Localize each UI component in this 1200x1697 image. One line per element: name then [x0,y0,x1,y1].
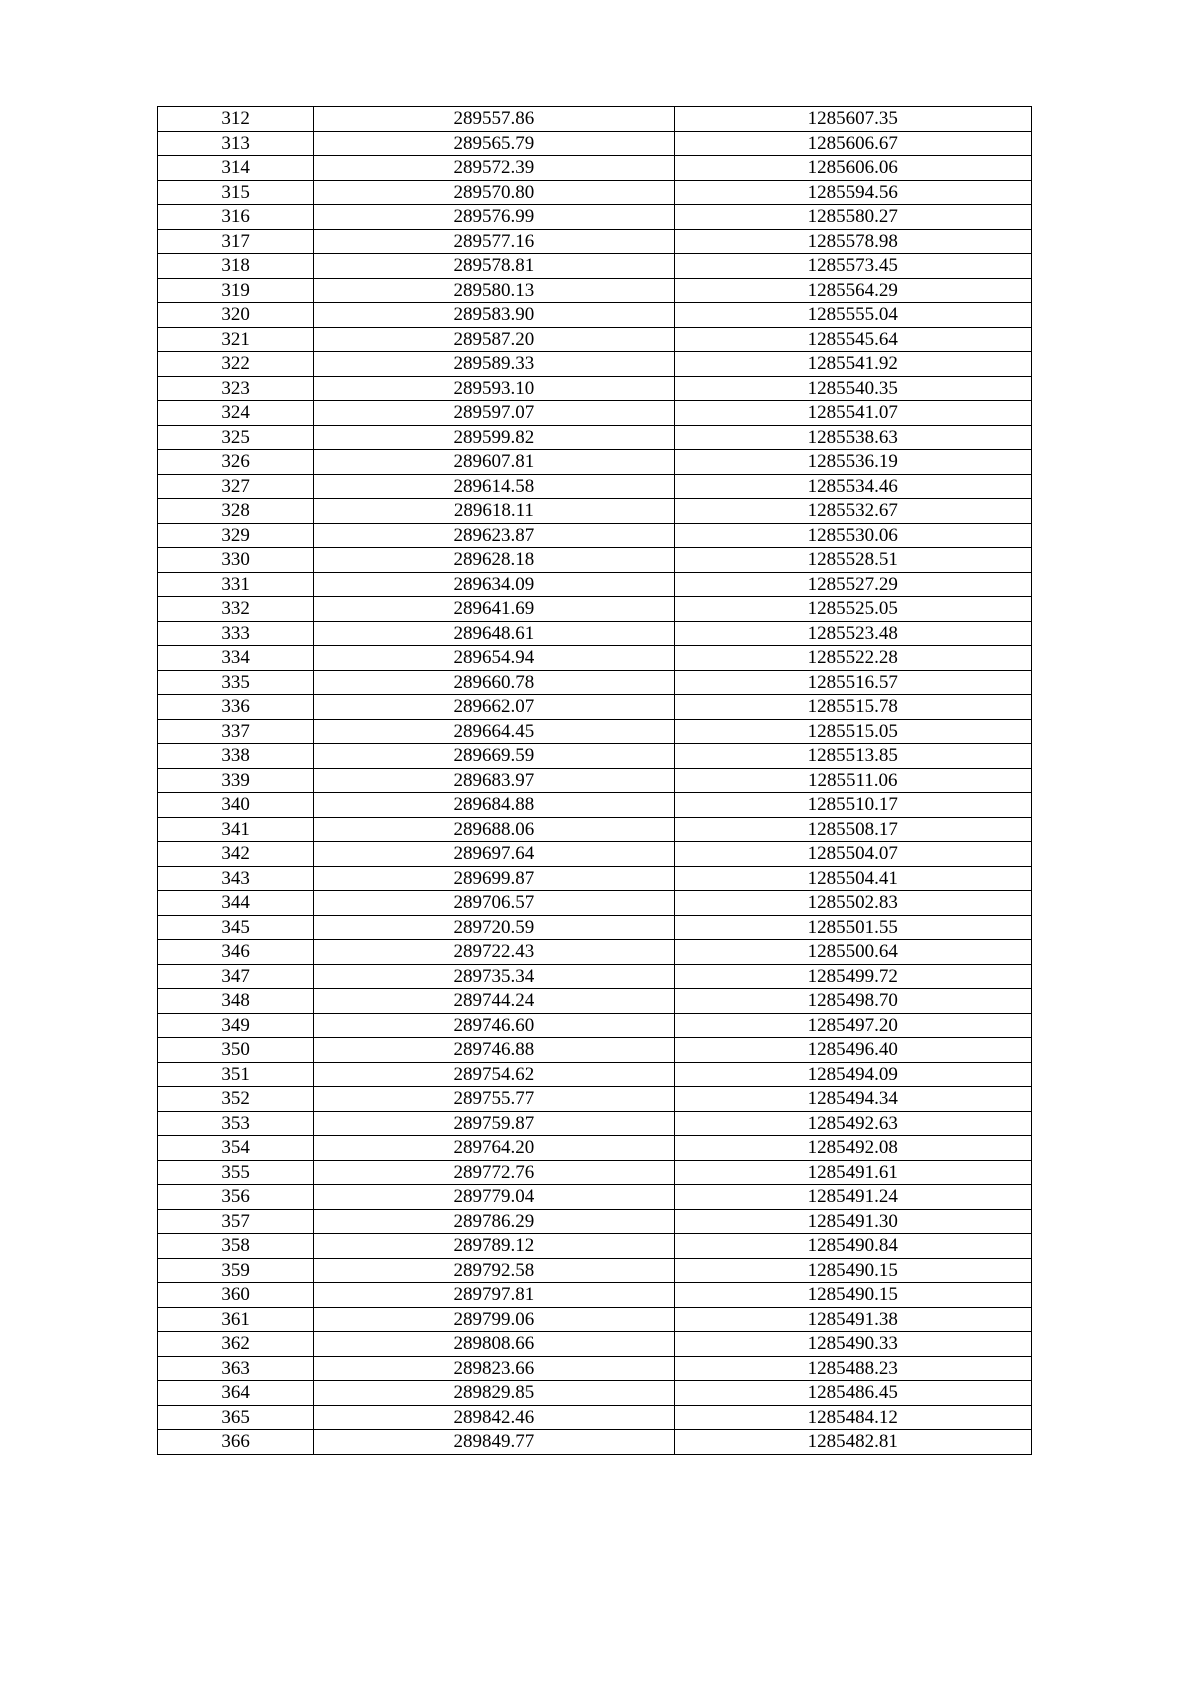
y-coordinate-cell: 1285534.46 [674,474,1031,499]
table-row [158,450,1032,475]
point-number-cell: 333 [158,621,314,646]
table-row [158,254,1032,279]
point-number-cell: 312 [158,107,314,132]
y-coordinate-cell: 1285523.48 [674,621,1031,646]
x-coordinate-cell: 289684.88 [314,793,674,818]
table-row [158,695,1032,720]
point-number-cell: 342 [158,842,314,867]
y-coordinate-cell: 1285573.45 [674,254,1031,279]
table-row [158,1160,1032,1185]
table-row [158,303,1032,328]
point-number-cell: 348 [158,989,314,1014]
point-number-cell: 340 [158,793,314,818]
table-row [158,1258,1032,1283]
y-coordinate-cell: 1285497.20 [674,1013,1031,1038]
table-row [158,1405,1032,1430]
y-coordinate-cell: 1285490.15 [674,1258,1031,1283]
x-coordinate-cell: 289688.06 [314,817,674,842]
x-coordinate-cell: 289641.69 [314,597,674,622]
table-row [158,474,1032,499]
y-coordinate-cell: 1285525.05 [674,597,1031,622]
y-coordinate-cell: 1285516.57 [674,670,1031,695]
x-coordinate-cell: 289786.29 [314,1209,674,1234]
x-coordinate-cell: 289849.77 [314,1430,674,1455]
point-number-cell: 343 [158,866,314,891]
point-number-cell: 332 [158,597,314,622]
x-coordinate-cell: 289587.20 [314,327,674,352]
table-row [158,523,1032,548]
y-coordinate-cell: 1285527.29 [674,572,1031,597]
y-coordinate-cell: 1285500.64 [674,940,1031,965]
x-coordinate-cell: 289577.16 [314,229,674,254]
x-coordinate-cell: 289599.82 [314,425,674,450]
table-row [158,842,1032,867]
x-coordinate-cell: 289607.81 [314,450,674,475]
point-number-cell: 335 [158,670,314,695]
y-coordinate-cell: 1285498.70 [674,989,1031,1014]
x-coordinate-cell: 289735.34 [314,964,674,989]
table-row [158,425,1032,450]
point-number-cell: 313 [158,131,314,156]
x-coordinate-cell: 289572.39 [314,156,674,181]
table-row [158,1234,1032,1259]
table-row [158,1356,1032,1381]
table-row [158,891,1032,916]
x-coordinate-cell: 289634.09 [314,572,674,597]
y-coordinate-cell: 1285510.17 [674,793,1031,818]
x-coordinate-cell: 289842.46 [314,1405,674,1430]
table-row [158,744,1032,769]
point-number-cell: 334 [158,646,314,671]
point-number-cell: 350 [158,1038,314,1063]
x-coordinate-cell: 289570.80 [314,180,674,205]
x-coordinate-cell: 289759.87 [314,1111,674,1136]
point-number-cell: 341 [158,817,314,842]
point-number-cell: 366 [158,1430,314,1455]
x-coordinate-cell: 289720.59 [314,915,674,940]
point-number-cell: 354 [158,1136,314,1161]
y-coordinate-cell: 1285515.78 [674,695,1031,720]
point-number-cell: 358 [158,1234,314,1259]
x-coordinate-cell: 289683.97 [314,768,674,793]
x-coordinate-cell: 289779.04 [314,1185,674,1210]
y-coordinate-cell: 1285532.67 [674,499,1031,524]
point-number-cell: 324 [158,401,314,426]
table-row [158,1013,1032,1038]
table-row [158,1111,1032,1136]
point-number-cell: 329 [158,523,314,548]
point-number-cell: 321 [158,327,314,352]
table-row [158,229,1032,254]
y-coordinate-cell: 1285501.55 [674,915,1031,940]
x-coordinate-cell: 289792.58 [314,1258,674,1283]
table-row [158,1209,1032,1234]
y-coordinate-cell: 1285484.12 [674,1405,1031,1430]
table-row [158,1038,1032,1063]
point-number-cell: 353 [158,1111,314,1136]
y-coordinate-cell: 1285491.30 [674,1209,1031,1234]
table-row [158,131,1032,156]
x-coordinate-cell: 289654.94 [314,646,674,671]
y-coordinate-cell: 1285490.84 [674,1234,1031,1259]
table-row [158,401,1032,426]
point-number-cell: 344 [158,891,314,916]
point-number-cell: 345 [158,915,314,940]
x-coordinate-cell: 289772.76 [314,1160,674,1185]
x-coordinate-cell: 289583.90 [314,303,674,328]
x-coordinate-cell: 289744.24 [314,989,674,1014]
y-coordinate-cell: 1285538.63 [674,425,1031,450]
table-row [158,597,1032,622]
y-coordinate-cell: 1285528.51 [674,548,1031,573]
point-number-cell: 328 [158,499,314,524]
y-coordinate-cell: 1285530.06 [674,523,1031,548]
x-coordinate-cell: 289623.87 [314,523,674,548]
point-number-cell: 338 [158,744,314,769]
x-coordinate-cell: 289722.43 [314,940,674,965]
table-row [158,1087,1032,1112]
point-number-cell: 330 [158,548,314,573]
point-number-cell: 363 [158,1356,314,1381]
y-coordinate-cell: 1285511.06 [674,768,1031,793]
table-row [158,1332,1032,1357]
table-row [158,156,1032,181]
y-coordinate-cell: 1285504.41 [674,866,1031,891]
point-number-cell: 317 [158,229,314,254]
coordinate-table [157,106,1032,1455]
y-coordinate-cell: 1285606.67 [674,131,1031,156]
x-coordinate-cell: 289754.62 [314,1062,674,1087]
y-coordinate-cell: 1285486.45 [674,1381,1031,1406]
x-coordinate-cell: 289829.85 [314,1381,674,1406]
x-coordinate-cell: 289789.12 [314,1234,674,1259]
x-coordinate-cell: 289565.79 [314,131,674,156]
table-row [158,499,1032,524]
y-coordinate-cell: 1285594.56 [674,180,1031,205]
y-coordinate-cell: 1285607.35 [674,107,1031,132]
y-coordinate-cell: 1285515.05 [674,719,1031,744]
point-number-cell: 349 [158,1013,314,1038]
table-row [158,548,1032,573]
x-coordinate-cell: 289660.78 [314,670,674,695]
x-coordinate-cell: 289614.58 [314,474,674,499]
table-row [158,989,1032,1014]
point-number-cell: 322 [158,352,314,377]
x-coordinate-cell: 289706.57 [314,891,674,916]
table-row [158,621,1032,646]
y-coordinate-cell: 1285490.33 [674,1332,1031,1357]
x-coordinate-cell: 289662.07 [314,695,674,720]
table-row [158,1283,1032,1308]
point-number-cell: 336 [158,695,314,720]
x-coordinate-cell: 289648.61 [314,621,674,646]
point-number-cell: 361 [158,1307,314,1332]
table-row [158,1307,1032,1332]
table-row [158,278,1032,303]
y-coordinate-cell: 1285504.07 [674,842,1031,867]
point-number-cell: 327 [158,474,314,499]
y-coordinate-cell: 1285606.06 [674,156,1031,181]
x-coordinate-cell: 289589.33 [314,352,674,377]
x-coordinate-cell: 289808.66 [314,1332,674,1357]
y-coordinate-cell: 1285499.72 [674,964,1031,989]
x-coordinate-cell: 289697.64 [314,842,674,867]
y-coordinate-cell: 1285496.40 [674,1038,1031,1063]
y-coordinate-cell: 1285564.29 [674,278,1031,303]
table-row [158,915,1032,940]
table-row [158,1430,1032,1455]
x-coordinate-cell: 289823.66 [314,1356,674,1381]
x-coordinate-cell: 289580.13 [314,278,674,303]
table-row [158,327,1032,352]
table-row [158,719,1032,744]
point-number-cell: 319 [158,278,314,303]
point-number-cell: 362 [158,1332,314,1357]
x-coordinate-cell: 289755.77 [314,1087,674,1112]
y-coordinate-cell: 1285541.92 [674,352,1031,377]
x-coordinate-cell: 289557.86 [314,107,674,132]
table-row [158,1062,1032,1087]
point-number-cell: 356 [158,1185,314,1210]
y-coordinate-cell: 1285522.28 [674,646,1031,671]
table-row [158,646,1032,671]
point-number-cell: 347 [158,964,314,989]
table-row [158,572,1032,597]
point-number-cell: 360 [158,1283,314,1308]
point-number-cell: 315 [158,180,314,205]
table-row [158,352,1032,377]
point-number-cell: 316 [158,205,314,230]
table-row [158,793,1032,818]
table-row [158,1381,1032,1406]
y-coordinate-cell: 1285513.85 [674,744,1031,769]
point-number-cell: 365 [158,1405,314,1430]
point-number-cell: 331 [158,572,314,597]
table-row [158,107,1032,132]
x-coordinate-cell: 289799.06 [314,1307,674,1332]
point-number-cell: 318 [158,254,314,279]
point-number-cell: 326 [158,450,314,475]
point-number-cell: 314 [158,156,314,181]
point-number-cell: 323 [158,376,314,401]
table-row [158,817,1032,842]
point-number-cell: 355 [158,1160,314,1185]
y-coordinate-cell: 1285580.27 [674,205,1031,230]
point-number-cell: 357 [158,1209,314,1234]
x-coordinate-cell: 289664.45 [314,719,674,744]
table-row [158,768,1032,793]
y-coordinate-cell: 1285490.15 [674,1283,1031,1308]
x-coordinate-cell: 289746.60 [314,1013,674,1038]
y-coordinate-cell: 1285578.98 [674,229,1031,254]
x-coordinate-cell: 289578.81 [314,254,674,279]
table-row [158,1185,1032,1210]
y-coordinate-cell: 1285545.64 [674,327,1031,352]
x-coordinate-cell: 289746.88 [314,1038,674,1063]
y-coordinate-cell: 1285492.63 [674,1111,1031,1136]
y-coordinate-cell: 1285540.35 [674,376,1031,401]
point-number-cell: 339 [158,768,314,793]
coordinate-table-body [158,107,1032,1455]
y-coordinate-cell: 1285536.19 [674,450,1031,475]
point-number-cell: 359 [158,1258,314,1283]
x-coordinate-cell: 289699.87 [314,866,674,891]
y-coordinate-cell: 1285494.09 [674,1062,1031,1087]
y-coordinate-cell: 1285492.08 [674,1136,1031,1161]
y-coordinate-cell: 1285491.61 [674,1160,1031,1185]
x-coordinate-cell: 289669.59 [314,744,674,769]
y-coordinate-cell: 1285494.34 [674,1087,1031,1112]
y-coordinate-cell: 1285555.04 [674,303,1031,328]
x-coordinate-cell: 289593.10 [314,376,674,401]
y-coordinate-cell: 1285488.23 [674,1356,1031,1381]
x-coordinate-cell: 289576.99 [314,205,674,230]
table-row [158,205,1032,230]
table-row [158,376,1032,401]
table-row [158,866,1032,891]
x-coordinate-cell: 289618.11 [314,499,674,524]
point-number-cell: 325 [158,425,314,450]
x-coordinate-cell: 289597.07 [314,401,674,426]
point-number-cell: 320 [158,303,314,328]
table-row [158,940,1032,965]
x-coordinate-cell: 289797.81 [314,1283,674,1308]
y-coordinate-cell: 1285541.07 [674,401,1031,426]
point-number-cell: 364 [158,1381,314,1406]
y-coordinate-cell: 1285502.83 [674,891,1031,916]
x-coordinate-cell: 289764.20 [314,1136,674,1161]
y-coordinate-cell: 1285491.24 [674,1185,1031,1210]
point-number-cell: 346 [158,940,314,965]
table-row [158,670,1032,695]
x-coordinate-cell: 289628.18 [314,548,674,573]
point-number-cell: 351 [158,1062,314,1087]
table-row [158,180,1032,205]
y-coordinate-cell: 1285491.38 [674,1307,1031,1332]
table-row [158,964,1032,989]
point-number-cell: 337 [158,719,314,744]
table-row [158,1136,1032,1161]
point-number-cell: 352 [158,1087,314,1112]
y-coordinate-cell: 1285482.81 [674,1430,1031,1455]
y-coordinate-cell: 1285508.17 [674,817,1031,842]
